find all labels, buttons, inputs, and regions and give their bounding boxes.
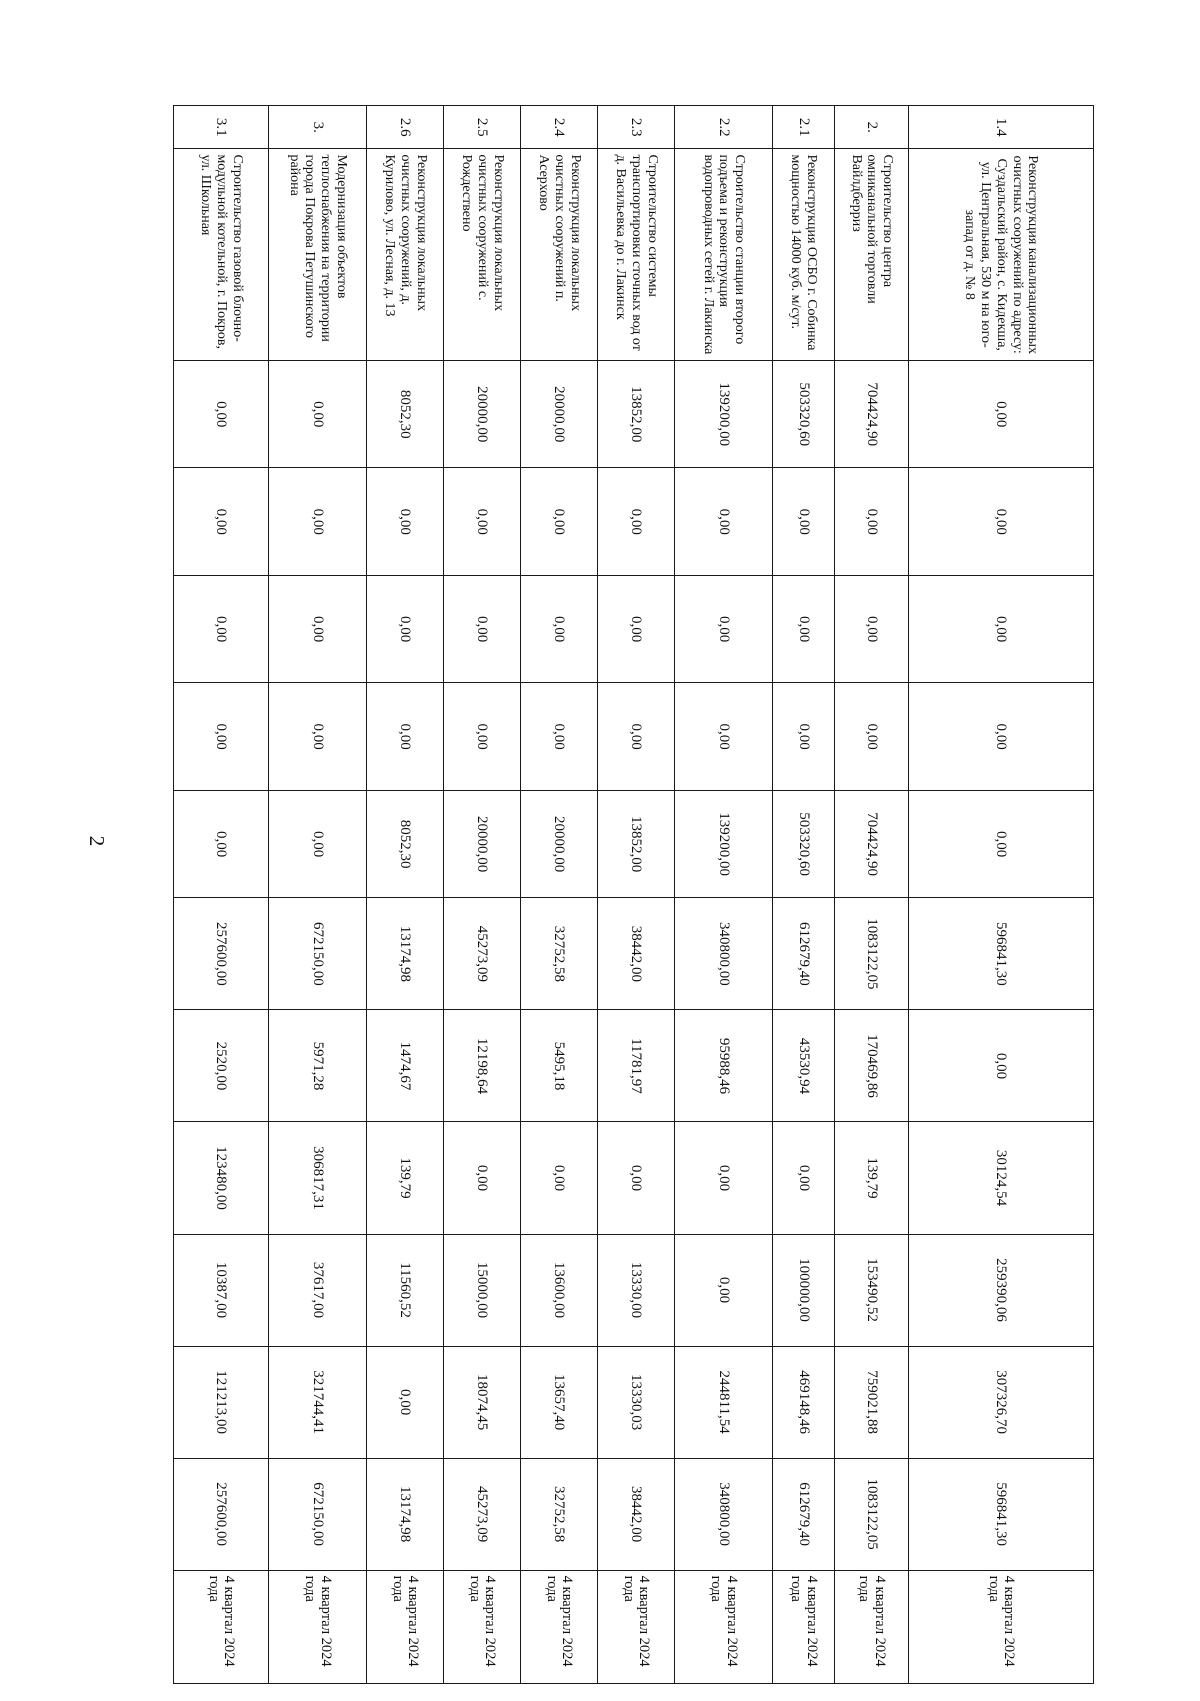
value-cell: 0,00 — [367, 1346, 444, 1458]
value-cell: 0,00 — [675, 468, 773, 575]
project-name: Строительство центра омниканальной торговли Вайлдберриз — [835, 149, 909, 361]
value-cell: 259390,06 — [909, 1234, 1094, 1346]
value-cell: 10387,00 — [174, 1234, 269, 1346]
value-cell: 38442,00 — [598, 898, 675, 1010]
value-cell: 18074,45 — [444, 1346, 521, 1458]
value-cell: 0,00 — [521, 468, 598, 575]
value-cell: 20000,00 — [521, 360, 598, 467]
value-cell: 37617,00 — [269, 1234, 367, 1346]
value-cell: 12198,64 — [444, 1010, 521, 1122]
value-cell: 1083122,05 — [835, 898, 909, 1010]
value-cell: 45273,09 — [444, 898, 521, 1010]
project-name: Строительство системы транспортировки сточных вод от д. Васильевка до г. Лакинск — [598, 149, 675, 361]
row-index: 2.5 — [444, 106, 521, 149]
value-cell: 0,00 — [675, 1234, 773, 1346]
value-cell: 0,00 — [444, 683, 521, 790]
value-cell: 153490,52 — [835, 1234, 909, 1346]
project-name: Реконструкция локальных очистных сооружений, д. Курилово, ул. Лесная, д. 13 — [367, 149, 444, 361]
value-cell: 0,00 — [835, 683, 909, 790]
deadline-cell: 4 квартал 2024 года — [367, 1570, 444, 1683]
value-cell: 612679,40 — [773, 1458, 835, 1570]
project-name: Реконструкция канализационных очистных сооружений по адресу: Суздальский район, с. Кидекша, ул. Центральная, 530 м на юго-запад от д. № 8 — [909, 149, 1094, 361]
value-cell: 0,00 — [909, 468, 1094, 575]
project-name: Реконструкция ОСБО г. Собинка мощностью 14000 куб. м/сут. — [773, 149, 835, 361]
deadline-cell: 4 квартал 2024 года — [269, 1570, 367, 1683]
value-cell: 5971,28 — [269, 1010, 367, 1122]
table-row — [444, 106, 521, 1684]
deadline-cell: 4 квартал 2024 года — [174, 1570, 269, 1683]
value-cell: 0,00 — [444, 1122, 521, 1234]
table-row — [521, 106, 598, 1684]
value-cell: 15000,00 — [444, 1234, 521, 1346]
value-cell: 139,79 — [367, 1122, 444, 1234]
value-cell: 32752,58 — [521, 898, 598, 1010]
value-cell: 0,00 — [269, 468, 367, 575]
value-cell: 257600,00 — [174, 1458, 269, 1570]
value-cell: 704424,90 — [835, 360, 909, 467]
value-cell: 0,00 — [909, 575, 1094, 682]
value-cell: 13852,00 — [598, 790, 675, 897]
project-name: Модернизация объектов теплоснабжения на территории города Покрова Петушинского района — [269, 149, 367, 361]
deadline-cell: 4 квартал 2024 года — [773, 1570, 835, 1683]
value-cell: 0,00 — [444, 468, 521, 575]
value-cell: 45273,09 — [444, 1458, 521, 1570]
table-row — [675, 106, 773, 1684]
value-cell: 0,00 — [773, 683, 835, 790]
value-cell: 340800,00 — [675, 1458, 773, 1570]
value-cell: 100000,00 — [773, 1234, 835, 1346]
value-cell: 139,79 — [835, 1122, 909, 1234]
value-cell: 43530,94 — [773, 1010, 835, 1122]
value-cell: 20000,00 — [444, 360, 521, 467]
value-cell: 170469,86 — [835, 1010, 909, 1122]
row-index: 2.6 — [367, 106, 444, 149]
value-cell: 596841,30 — [909, 898, 1094, 1010]
value-cell: 503320,60 — [773, 790, 835, 897]
page-number: 2 — [85, 835, 110, 847]
value-cell: 13174,98 — [367, 898, 444, 1010]
value-cell: 0,00 — [444, 575, 521, 682]
value-cell: 257600,00 — [174, 898, 269, 1010]
value-cell: 2520,00 — [174, 1010, 269, 1122]
row-index: 2.1 — [773, 106, 835, 149]
value-cell: 0,00 — [174, 683, 269, 790]
value-cell: 0,00 — [269, 683, 367, 790]
investment-table — [173, 105, 1094, 1684]
value-cell: 123480,00 — [174, 1122, 269, 1234]
value-cell: 0,00 — [174, 575, 269, 682]
value-cell: 503320,60 — [773, 360, 835, 467]
value-cell: 0,00 — [174, 790, 269, 897]
value-cell: 139200,00 — [675, 360, 773, 467]
value-cell: 20000,00 — [521, 790, 598, 897]
value-cell: 672150,00 — [269, 898, 367, 1010]
value-cell: 0,00 — [367, 575, 444, 682]
value-cell: 8052,30 — [367, 790, 444, 897]
project-name: Реконструкция локальных очистных сооружений с. Рождествено — [444, 149, 521, 361]
value-cell: 321744,41 — [269, 1346, 367, 1458]
table-row — [909, 106, 1094, 1684]
deadline-cell: 4 квартал 2024 года — [675, 1570, 773, 1683]
value-cell: 0,00 — [521, 575, 598, 682]
table-row — [174, 106, 269, 1684]
row-index: 2.2 — [675, 106, 773, 149]
table-row — [835, 106, 909, 1684]
value-cell: 0,00 — [909, 683, 1094, 790]
value-cell: 469148,46 — [773, 1346, 835, 1458]
value-cell: 20000,00 — [444, 790, 521, 897]
row-index: 3. — [269, 106, 367, 149]
value-cell: 38442,00 — [598, 1458, 675, 1570]
table-row — [598, 106, 675, 1684]
value-cell: 0,00 — [269, 360, 367, 467]
value-cell: 0,00 — [773, 575, 835, 682]
deadline-cell: 4 квартал 2024 года — [444, 1570, 521, 1683]
value-cell: 0,00 — [598, 1122, 675, 1234]
deadline-cell: 4 квартал 2024 года — [835, 1570, 909, 1683]
value-cell: 0,00 — [598, 468, 675, 575]
value-cell: 0,00 — [675, 683, 773, 790]
value-cell: 0,00 — [598, 683, 675, 790]
value-cell: 759021,88 — [835, 1346, 909, 1458]
table-row — [367, 106, 444, 1684]
row-index: 3.1 — [174, 106, 269, 149]
value-cell: 340800,00 — [675, 898, 773, 1010]
project-name: Реконструкция локальных очистных сооружений п. Асерхово — [521, 149, 598, 361]
value-cell: 13330,03 — [598, 1346, 675, 1458]
value-cell: 5495,18 — [521, 1010, 598, 1122]
value-cell: 0,00 — [675, 575, 773, 682]
value-cell: 0,00 — [521, 1122, 598, 1234]
value-cell: 0,00 — [174, 468, 269, 575]
value-cell: 95988,46 — [675, 1010, 773, 1122]
investment-table-sheet — [174, 105, 1094, 1684]
value-cell: 0,00 — [909, 790, 1094, 897]
project-name: Строительство газовой блочно-модульной котельной, г. Покров, ул. Школьная — [174, 149, 269, 361]
value-cell: 0,00 — [909, 360, 1094, 467]
deadline-cell: 4 квартал 2024 года — [909, 1570, 1094, 1683]
value-cell: 0,00 — [367, 468, 444, 575]
value-cell: 244811,54 — [675, 1346, 773, 1458]
value-cell: 0,00 — [269, 790, 367, 897]
row-index: 1.4 — [909, 106, 1094, 149]
table-row — [773, 106, 835, 1684]
value-cell: 13174,98 — [367, 1458, 444, 1570]
value-cell: 13330,00 — [598, 1234, 675, 1346]
value-cell: 32752,58 — [521, 1458, 598, 1570]
deadline-cell: 4 квартал 2024 года — [598, 1570, 675, 1683]
value-cell: 612679,40 — [773, 898, 835, 1010]
value-cell: 121213,00 — [174, 1346, 269, 1458]
value-cell: 0,00 — [174, 360, 269, 467]
value-cell: 139200,00 — [675, 790, 773, 897]
project-name: Строительство станции второго подъема и реконструкция водопроводных сетей г. Лакинска — [675, 149, 773, 361]
value-cell: 1474,67 — [367, 1010, 444, 1122]
row-index: 2.3 — [598, 106, 675, 149]
value-cell: 13852,00 — [598, 360, 675, 467]
value-cell: 0,00 — [909, 1010, 1094, 1122]
table-row — [269, 106, 367, 1684]
value-cell: 11781,97 — [598, 1010, 675, 1122]
value-cell: 0,00 — [773, 1122, 835, 1234]
value-cell: 0,00 — [521, 683, 598, 790]
deadline-cell: 4 квартал 2024 года — [521, 1570, 598, 1683]
value-cell: 30124,54 — [909, 1122, 1094, 1234]
value-cell: 596841,30 — [909, 1458, 1094, 1570]
value-cell: 0,00 — [269, 575, 367, 682]
value-cell: 306817,31 — [269, 1122, 367, 1234]
value-cell: 0,00 — [835, 575, 909, 682]
value-cell: 8052,30 — [367, 360, 444, 467]
value-cell: 11560,52 — [367, 1234, 444, 1346]
row-index: 2. — [835, 106, 909, 149]
value-cell: 704424,90 — [835, 790, 909, 897]
table-body — [174, 106, 1094, 1684]
value-cell: 672150,00 — [269, 1458, 367, 1570]
value-cell: 0,00 — [675, 1122, 773, 1234]
value-cell: 0,00 — [773, 468, 835, 575]
value-cell: 0,00 — [835, 468, 909, 575]
value-cell: 307326,70 — [909, 1346, 1094, 1458]
value-cell: 13657,40 — [521, 1346, 598, 1458]
value-cell: 0,00 — [367, 683, 444, 790]
value-cell: 1083122,05 — [835, 1458, 909, 1570]
value-cell: 13600,00 — [521, 1234, 598, 1346]
value-cell: 0,00 — [598, 575, 675, 682]
row-index: 2.4 — [521, 106, 598, 149]
